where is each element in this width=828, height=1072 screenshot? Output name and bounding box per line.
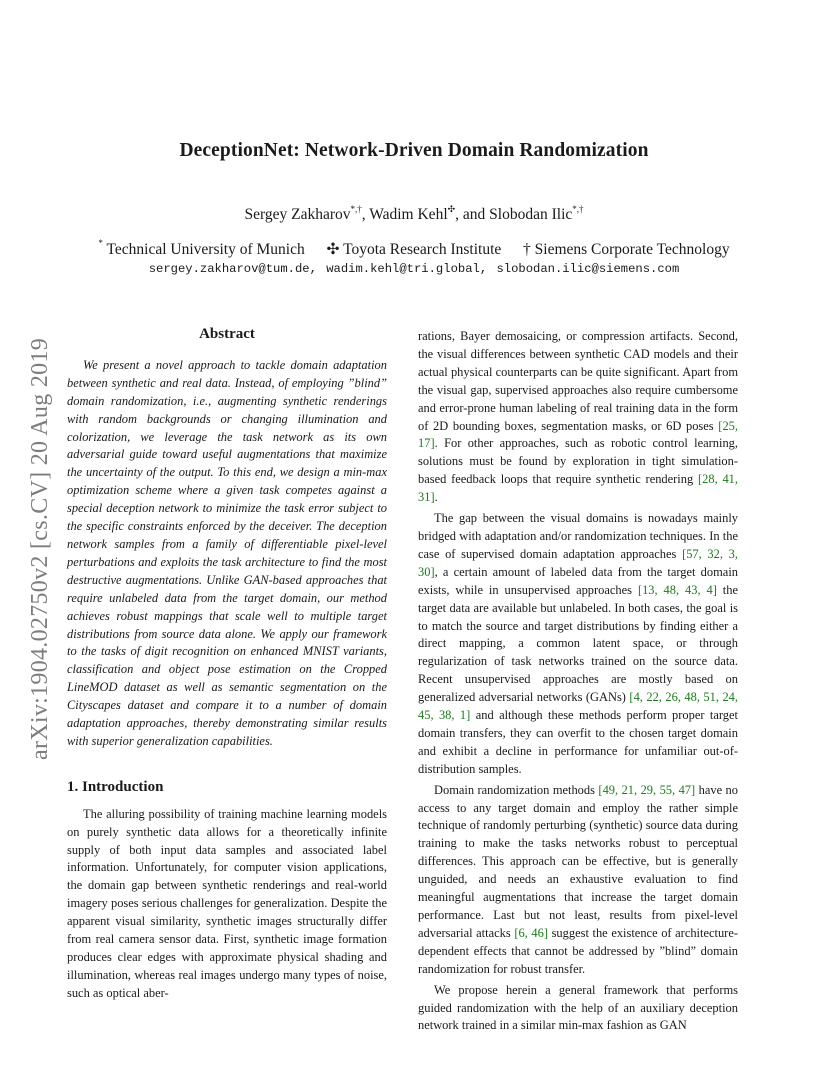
citation-link[interactable]: [13, 48, 43, 4]	[637, 582, 717, 597]
citation-link[interactable]: [6, 46]	[514, 925, 548, 940]
abstract-heading: Abstract	[199, 326, 255, 342]
citation-link[interactable]: [4, 22, 26, 48, 51, 24, 45, 38, 1]	[418, 690, 738, 723]
affiliation-mark: ✣	[326, 241, 340, 258]
right-column	[418, 328, 738, 1035]
author-name: , and Slobodan Ilic	[455, 206, 573, 223]
arxiv-stamp: arXiv:1904.02750v2 [cs.CV] 20 Aug 2019	[27, 337, 53, 760]
author-name: Sergey Zakharov	[244, 206, 351, 223]
affiliation-list	[0, 240, 828, 259]
author-affiliation-mark: ✣	[447, 204, 456, 214]
left-column	[67, 326, 387, 1003]
author-emails: sergey.zakharov@tum.de, wadim.kehl@tri.global, slobodan.ilic@siemens.com	[148, 262, 680, 276]
citation-link[interactable]: [25, 17]	[418, 418, 738, 451]
citation-link[interactable]: [28, 41, 31]	[418, 472, 738, 505]
body-paragraph: rations, Bayer demosaicing, or compression artifacts. Second, the visual differences between synthetic CAD models and their actual physical counterparts can be quite significant. Apart from the visual gap, supervised approaches also require cumbersome and error-prone human labeling of real training data in the form of 2D bounding boxes, segmentation masks, or 6D poses [25, 17]. For other approaches, such as robotic control learning, solutions must be found by exploration in tight simulation-based feedback loops that require synthetic rendering [28, 41, 31].	[418, 329, 738, 505]
body-paragraph: We propose herein a general framework that performs guided randomization with the help of an auxiliary deception network trained in a similar min-max fashion as GAN	[418, 982, 738, 1033]
affiliation-siemens: Siemens Corporate Technology	[534, 241, 730, 258]
citation-link[interactable]: [49, 21, 29, 55, 47]	[598, 782, 696, 797]
paper-title: DeceptionNet: Network-Driven Domain Randomization	[179, 140, 649, 161]
abstract-text: We present a novel approach to tackle domain adaptation between synthetic and real data. Instead, of employing ”blind” domain randomization, i.e., augmenting synthetic renderings with random backgrounds or changing illumination and colorization, we leverage the task network as its own adversarial guide toward useful augmentations that maximize the uncertainty of the output. To this end, we design a min-max optimization scheme where a given task competes against a special deception network to minimize the task error subject to the specific constraints enforced by the deceiver. The deception network samples from a family of differentiable pixel-level perturbations and exploits the task architecture to find the most destructive augmentations. Unlike GAN-based approaches that require unlabeled data from the target domain, our method achieves robust mappings that scale well to multiple target distributions from source data alone. We apply our framework to the tasks of digit recognition on enhanced MNIST variants, classification and object pose estimation on the Cropped LineMOD dataset as well as semantic segmentation on the Cityscapes dataset and compare it to a number of domain adaptation approaches, thereby demonstrating similar results with superior generalization capabilities.	[67, 357, 387, 748]
author-affiliation-mark: *,†	[350, 204, 362, 214]
intro-paragraph: The alluring possibility of training machine learning models on purely synthetic data allows for a theoretically infinite supply of both input data samples and associated label information. Unfortunately, for computer vision applications, the domain gap between synthetic renderings and real-world imagery poses serious challenges for generalization. Despite the apparent visual similarity, synthetic images structurally differ from real camera sensor data. First, synthetic image formation produces clear edges with approximate physical shading and illumination, whereas real images undergo many types of noise, such as optical aber-	[67, 806, 387, 1000]
author-affiliation-mark: *,†	[572, 204, 584, 214]
affiliation-mark: †	[523, 241, 531, 258]
author-list	[0, 206, 828, 224]
affiliation-tum: Technical University of Munich	[106, 241, 305, 258]
affiliation-mark: *	[98, 238, 103, 248]
author-name: , Wadim Kehl	[361, 206, 448, 223]
section-heading-introduction: 1. Introduction	[67, 778, 164, 795]
citation-link[interactable]: [57, 32, 3, 30]	[418, 546, 738, 579]
body-paragraph: Domain randomization methods [49, 21, 29, 55, 47] have no access to any target domain and employ the rather simple technique of randomly perturbing (synthetic) source data during training to make the tasks networks robust to perceptual differences. This approach can be effective, but is generally unguided, and needs an exhaustive evaluation to find meaningful augmentations that increase the target domain performance. Last but not least, results from pixel-level adversarial attacks [6, 46] suggest the existence of architecture-dependent effects that cannot be addressed by ”blind” domain randomization for robust transfer.	[418, 782, 738, 976]
affiliation-tri: Toyota Research Institute	[343, 241, 502, 258]
body-paragraph: The gap between the visual domains is nowadays mainly bridged with adaptation and/or randomization techniques. In the case of supervised domain adaptation approaches [57, 32, 3, 30], a certain amount of labeled data from the target domain exists, while in unsupervised approaches [13, 48, 43, 4] the target data are available but unlabeled. In both cases, the goal is to match the source and target distributions by finding either a direct mapping, a common latent space, or through regularization of task networks trained on the source data. Recent unsupervised approaches are mostly based on generalized adversarial networks (GANs) [4, 22, 26, 48, 51, 24, 45, 38, 1] and although these methods perform proper target domain transfers, they can overfit to the chosen target domain and exhibit a decline in performance for unfamiliar out-of-distribution samples.	[418, 511, 738, 776]
